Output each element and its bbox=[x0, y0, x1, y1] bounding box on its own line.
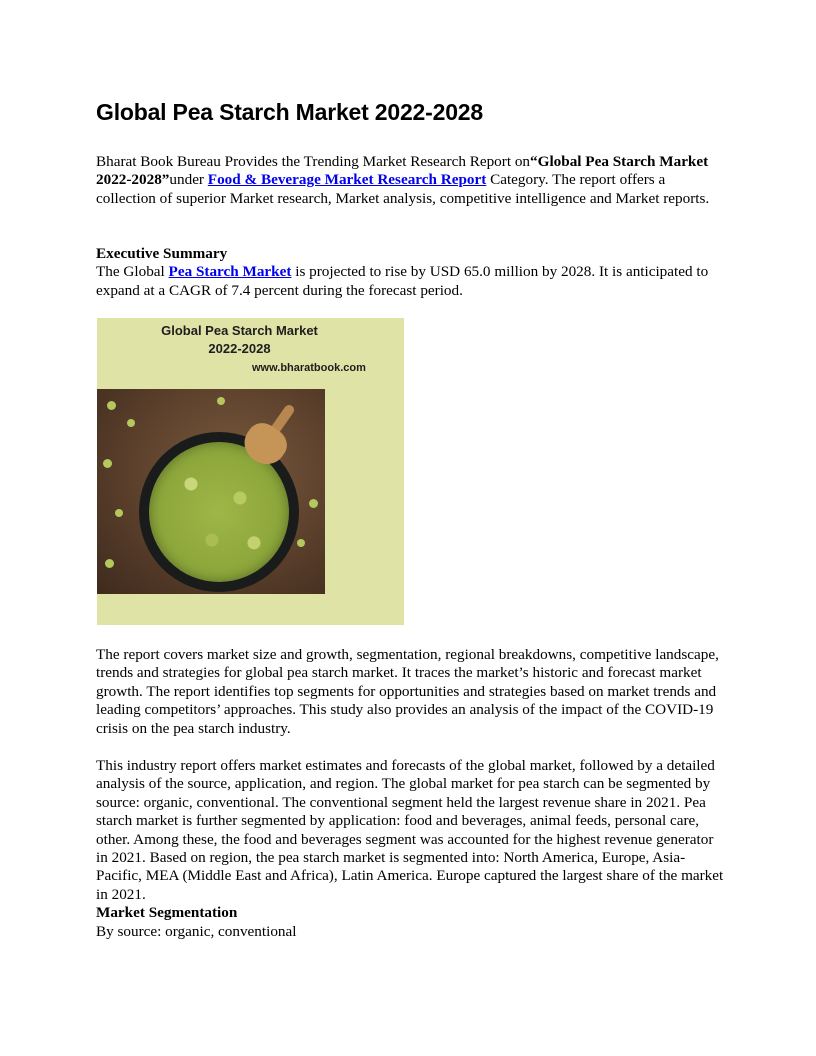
market-segmentation-heading: Market Segmentation bbox=[96, 904, 238, 922]
executive-summary-heading: Executive Summary bbox=[96, 245, 228, 262]
intro-text-end: Category. The report offers a collection of superior Market research, Market analysis, competitive intelligence and Market reports. bbox=[96, 171, 710, 207]
loose-pea bbox=[309, 499, 318, 508]
promo-url: www.bharatbook.com bbox=[252, 362, 366, 374]
loose-pea bbox=[107, 401, 116, 410]
loose-pea bbox=[105, 559, 114, 568]
pea-bowl-photo bbox=[97, 389, 325, 594]
loose-pea bbox=[217, 397, 225, 405]
promo-title-line1: Global Pea Starch Market bbox=[161, 323, 318, 338]
page-title: Global Pea Starch Market 2022-2028 bbox=[96, 99, 483, 125]
loose-pea bbox=[127, 419, 135, 427]
promo-image bbox=[97, 318, 404, 625]
loose-pea bbox=[115, 509, 123, 517]
promo-title bbox=[97, 322, 382, 358]
overview-paragraph: The report covers market size and growth, segmentation, regional breakdowns, competitive landscape, trends and strategies for global pea starch market. It traces the market’s historic and forecast market growth. The report identifies top segments for opportunities and strategies based on market trends and leading competitors’ approaches. This study also provides an analysis of the impact of the COVID-19 crisis on the pea starch industry. bbox=[96, 646, 719, 737]
summary-text-end: is projected to rise by USD 65.0 million by 2028. It is anticipated to expand at a CAGR of 7.4 percent during the forecast period. bbox=[96, 263, 709, 299]
intro-text-under: under bbox=[169, 171, 208, 189]
loose-pea bbox=[103, 459, 112, 468]
executive-summary bbox=[96, 245, 726, 300]
details-paragraph: This industry report offers market estimates and forecasts of the global market, followed by a detailed analysis of the source, application, and region. The global market for pea starch can be segmented by source: organic, conventional. The conventional segment held the largest revenue share in 2021. Pea starch market is further segmented by application: food and beverages, animal feeds, personal care, other. Among these, the food and beverages segment was accounted for the highest revenue generator in 2021. Based on region, the pea starch market is segmented into: North America, Europe, Asia-Pacific, MEA (Middle East and Africa), Latin America. Europe captured the largest share of the market in 2021. bbox=[96, 757, 724, 903]
intro-text-start: Bharat Book Bureau Provides the Trending Market Research Report on bbox=[96, 153, 531, 170]
pea-starch-market-link[interactable]: Pea Starch Market bbox=[168, 263, 292, 281]
intro-paragraph bbox=[96, 153, 726, 208]
category-link[interactable]: Food & Beverage Market Research Report bbox=[207, 171, 487, 189]
promo-title-line2: 2022-2028 bbox=[208, 341, 271, 356]
summary-text-start: The Global bbox=[96, 263, 169, 281]
details-section bbox=[96, 757, 726, 941]
report-name: “Global Pea Starch Market 2022-2028” bbox=[96, 153, 709, 189]
segmentation-by-source: By source: organic, conventional bbox=[96, 922, 297, 940]
loose-pea bbox=[297, 539, 305, 547]
